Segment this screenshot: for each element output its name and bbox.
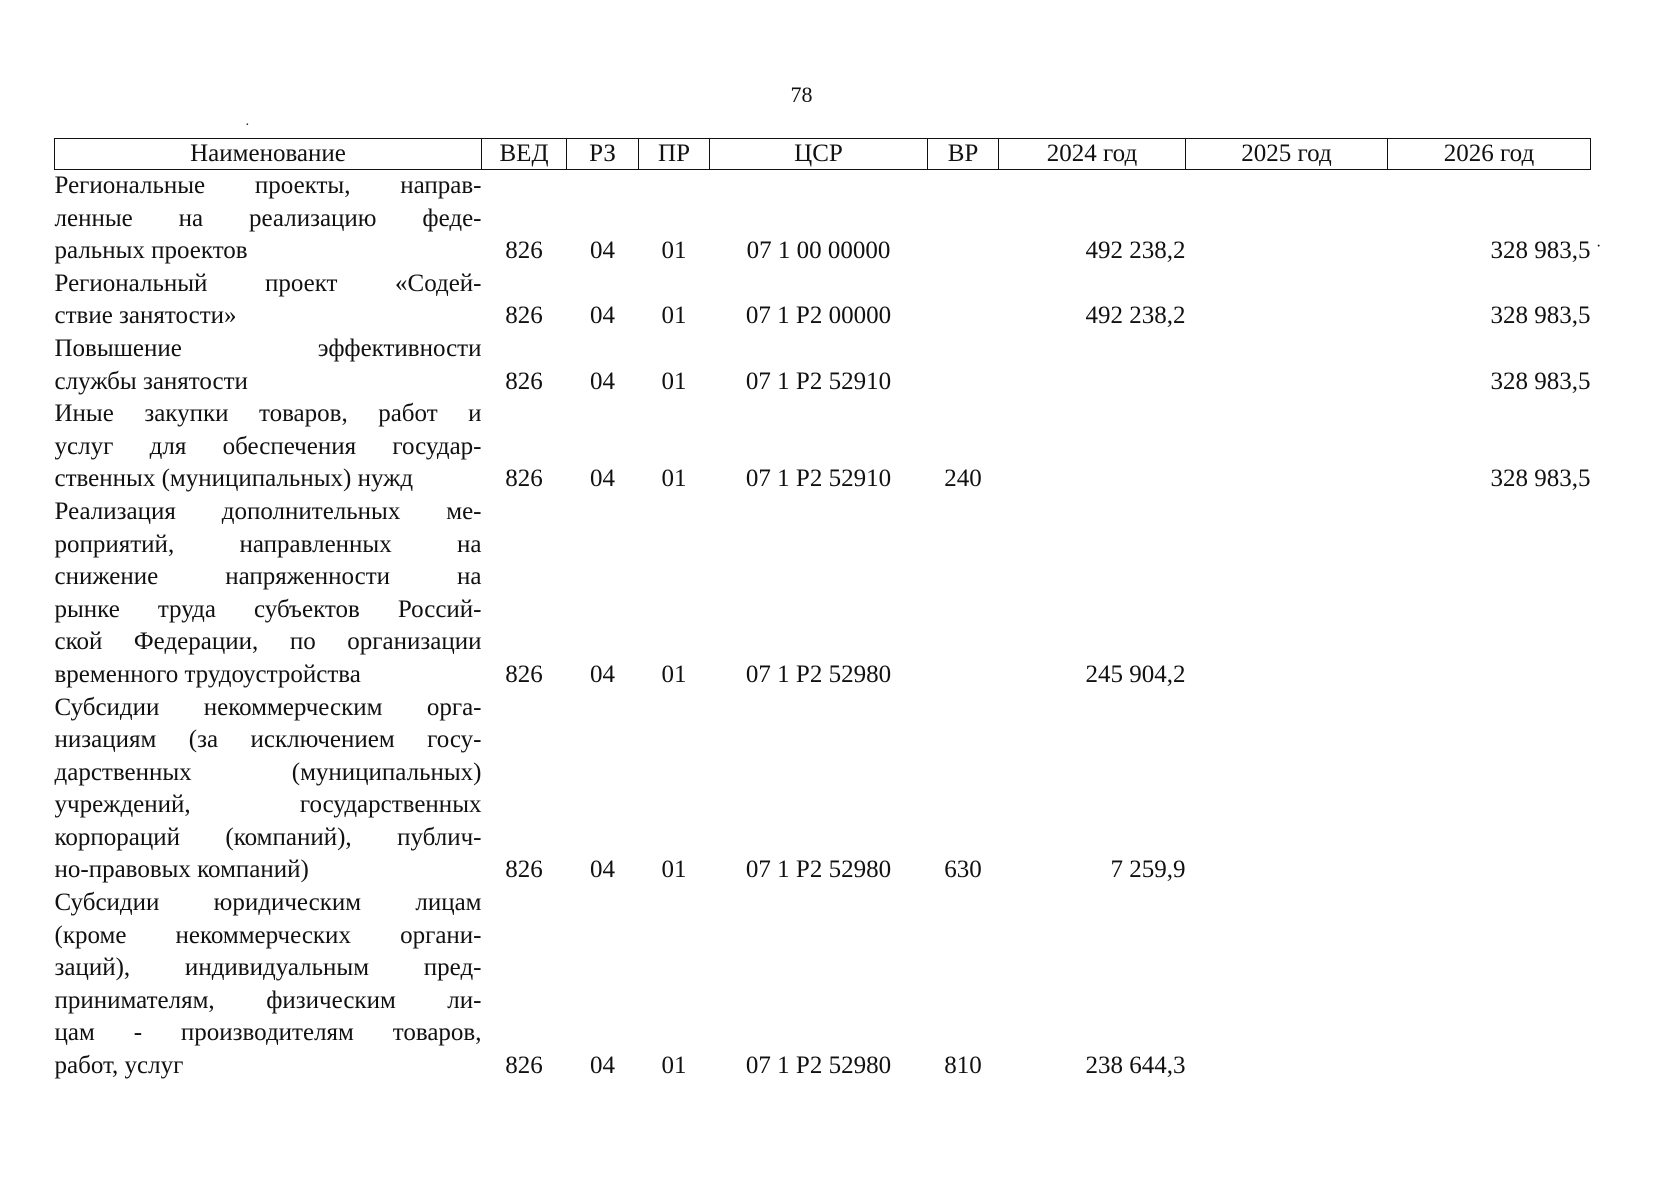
cell-2026 — [1388, 692, 1591, 888]
cell-ved: 826 — [505, 660, 543, 688]
cell-pr: 01 — [661, 237, 687, 265]
cell-2025 — [1186, 333, 1388, 398]
cell-2026: 328 983,5 — [1490, 367, 1591, 395]
row-name-line: Региональный проект «Содей- — [54, 269, 482, 297]
header-2025: 2025 год — [1186, 139, 1388, 170]
row-name-line: ральных проектов — [54, 237, 248, 265]
cell-csr: 07 1 Р2 00000 — [745, 302, 892, 330]
cell-csr: 07 1 00 00000 — [746, 237, 891, 265]
header-name: Наименование — [55, 139, 482, 170]
table-body — [55, 170, 1591, 1083]
table-row — [55, 170, 1591, 268]
cell-2026: 328 983,5 — [1490, 302, 1591, 330]
cell-vr — [928, 333, 999, 398]
cell-rz: 04 — [590, 465, 615, 493]
row-name — [55, 333, 482, 398]
header-2024: 2024 год — [999, 139, 1186, 170]
row-name-line: Иные закупки товаров, работ и — [54, 400, 482, 428]
header-rz: РЗ — [567, 139, 639, 170]
cell-pr: 01 — [661, 856, 687, 884]
row-name — [55, 887, 482, 1083]
cell-ved: 826 — [505, 465, 543, 493]
row-name — [55, 398, 482, 496]
header-2026: 2026 год — [1388, 139, 1591, 170]
header-row — [55, 139, 1591, 170]
row-name-line: услуг для обеспечения государ- — [54, 432, 482, 460]
table-row — [55, 496, 1591, 692]
cell-pr: 01 — [661, 465, 687, 493]
row-name-line: снижение напряженности на — [54, 563, 482, 591]
cell-pr: 01 — [661, 1052, 687, 1080]
row-name-line: ленные на реализацию феде- — [54, 204, 482, 232]
cell-rz: 04 — [590, 367, 615, 395]
cell-csr: 07 1 Р2 52980 — [745, 856, 892, 884]
cell-2025 — [1186, 398, 1388, 496]
row-name-line: (кроме некоммерческих органи- — [54, 921, 482, 949]
cell-2025 — [1186, 496, 1388, 692]
row-name-line: ственных (муниципальных) нужд — [54, 465, 414, 493]
row-name — [55, 268, 482, 333]
row-name-line: Повышение эффективности — [54, 334, 482, 362]
table-row — [55, 333, 1591, 398]
cell-ved: 826 — [505, 367, 543, 395]
cell-vr: 810 — [944, 1052, 982, 1080]
cell-csr: 07 1 Р2 52980 — [745, 1052, 892, 1080]
table-row — [55, 398, 1591, 496]
page-number: 78 — [790, 82, 813, 107]
cell-2026: 328 983,5 — [1490, 465, 1591, 493]
table-row — [55, 887, 1591, 1083]
row-name-line: Региональные проекты, направ- — [54, 172, 482, 199]
row-name-line: ской Федерации, по организации — [54, 628, 482, 656]
row-name-line: Реализация дополнительных ме- — [54, 497, 482, 525]
cell-pr: 01 — [661, 367, 687, 395]
cell-vr — [928, 170, 999, 268]
row-name-line: корпораций (компаний), публич- — [54, 823, 482, 851]
cell-2026 — [1388, 887, 1591, 1083]
cell-2024 — [999, 398, 1186, 496]
row-name-line: дарственных (муниципальных) — [54, 758, 482, 786]
cell-ved: 826 — [505, 237, 543, 265]
row-name-line: Субсидии юридическим лицам — [54, 889, 482, 917]
table-row — [55, 268, 1591, 333]
header-pr: ПР — [639, 139, 710, 170]
row-name-line: службы занятости — [54, 367, 248, 395]
row-name-line: но-правовых компаний) — [54, 856, 309, 884]
row-name-line: Субсидии некоммерческим орга- — [54, 693, 482, 721]
header-csr: ЦСР — [710, 139, 928, 170]
cell-csr: 07 1 Р2 52910 — [745, 465, 892, 493]
cell-2024 — [999, 333, 1186, 398]
row-name-line: работ, услуг — [54, 1052, 184, 1080]
row-name-line: цам - производителям товаров, — [54, 1019, 482, 1047]
row-name-line: роприятий, направленных на — [54, 530, 482, 558]
cell-rz: 04 — [590, 856, 615, 884]
speck-mark: · — [1596, 238, 1602, 255]
row-name — [55, 496, 482, 692]
cell-csr: 07 1 Р2 52910 — [745, 367, 892, 395]
header-ved: ВЕД — [482, 139, 567, 170]
row-name — [55, 692, 482, 888]
row-name-line: рынке труда субъектов Россий- — [54, 595, 482, 623]
cell-rz: 04 — [590, 302, 615, 330]
cell-csr: 07 1 Р2 52980 — [745, 660, 892, 688]
cell-2026: 328 983,5 — [1490, 237, 1591, 265]
cell-2026 — [1388, 496, 1591, 692]
cell-ved: 826 — [505, 1052, 543, 1080]
cell-rz: 04 — [590, 1052, 615, 1080]
budget-table — [54, 138, 1591, 1083]
cell-2024: 238 644,3 — [1085, 1052, 1186, 1080]
row-name — [55, 170, 482, 268]
cell-rz: 04 — [590, 237, 615, 265]
cell-pr: 01 — [661, 302, 687, 330]
cell-vr: 240 — [944, 465, 982, 493]
cell-2024: 7 259,9 — [1110, 856, 1186, 884]
cell-vr: 630 — [944, 856, 982, 884]
cell-2025 — [1186, 692, 1388, 888]
row-name-line: временного трудоустройства — [54, 660, 361, 688]
cell-2024: 245 904,2 — [1085, 660, 1186, 688]
cell-vr — [928, 496, 999, 692]
cell-pr: 01 — [661, 660, 687, 688]
row-name-line: заций), индивидуальным пред- — [54, 954, 482, 982]
cell-2025 — [1186, 268, 1388, 333]
row-name-line: низациям (за исключением госу- — [54, 726, 482, 754]
cell-rz: 04 — [590, 660, 615, 688]
cell-vr — [928, 268, 999, 333]
speck-mark: · — [245, 118, 250, 133]
cell-ved: 826 — [505, 856, 543, 884]
cell-2025 — [1186, 887, 1388, 1083]
row-name-line: ствие занятости» — [54, 302, 237, 330]
header-vr: ВР — [928, 139, 999, 170]
cell-2024: 492 238,2 — [1085, 237, 1186, 265]
row-name-line: учреждений, государственных — [54, 791, 482, 819]
cell-ved: 826 — [505, 302, 543, 330]
cell-2025 — [1186, 170, 1388, 268]
cell-2024: 492 238,2 — [1085, 302, 1186, 330]
row-name-line: принимателям, физическим ли- — [54, 986, 482, 1014]
table-row — [55, 692, 1591, 888]
